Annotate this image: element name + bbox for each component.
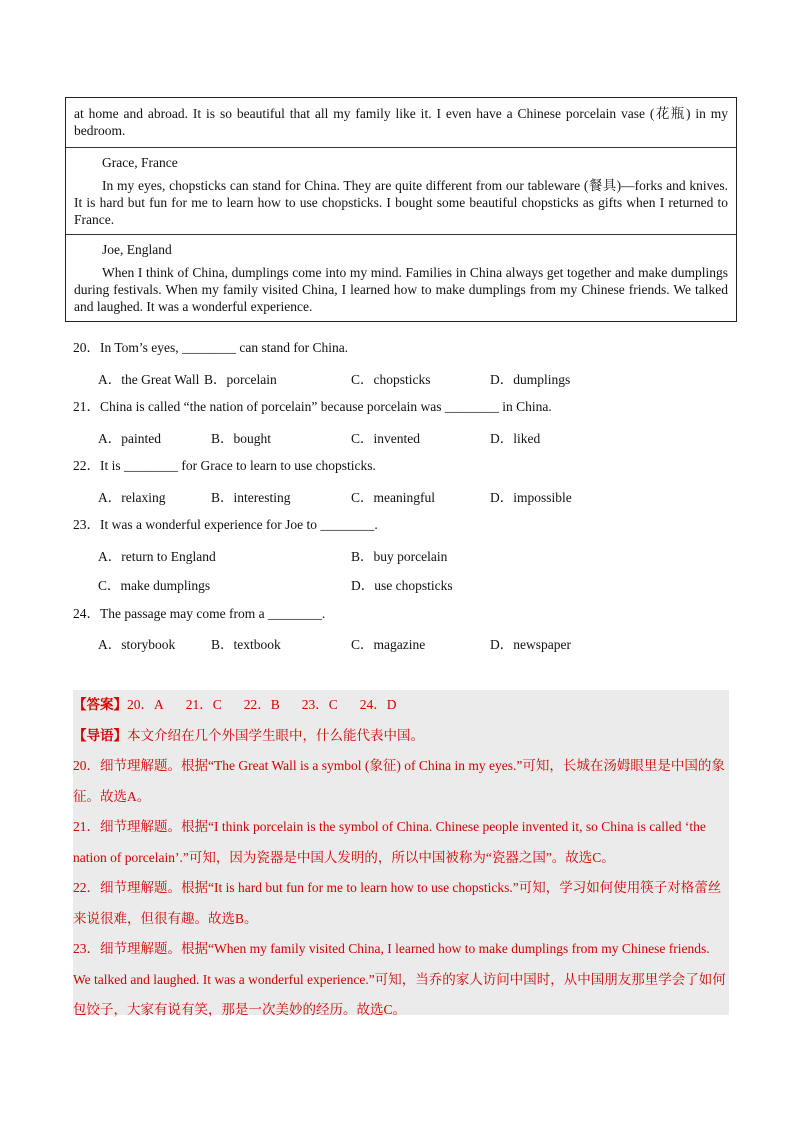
passage-intro-cell xyxy=(66,98,736,147)
explanation-22: 22．细节理解题。根据“It is hard but fun for me to learn how to use chopsticks.”可知，学习如何使用筷子对格蕾丝来说很难，但很有趣。故选B。 xyxy=(73,880,722,926)
guide-label: 【导语】 xyxy=(73,727,127,743)
question-stem: 24．The passage may come from a ________. xyxy=(73,605,326,621)
answer-item: 20．A xyxy=(127,697,164,712)
option-row xyxy=(73,486,753,516)
option-c[interactable]: C．magazine xyxy=(351,637,426,652)
passage-box xyxy=(65,97,737,322)
passage-entry-grace xyxy=(66,147,736,234)
option-row xyxy=(73,545,753,575)
question-stem: 21．China is called “the nation of porcelain” because porcelain was ________ in China. xyxy=(73,399,552,414)
option-c[interactable]: C．chopsticks xyxy=(351,371,431,387)
guide-text: 本文介绍在几个外国学生眼中，什么能代表中国。 xyxy=(127,727,424,743)
option-c[interactable]: C．meaningful xyxy=(351,489,435,505)
answer-explanation-box xyxy=(73,690,729,1015)
option-row xyxy=(73,574,753,604)
option-a[interactable]: A．storybook xyxy=(98,637,176,652)
entry-name: Grace, France xyxy=(102,155,178,170)
entry-name: Joe, England xyxy=(102,242,172,257)
passage-intro-text: at home and abroad. It is so beautiful that all my family like it. I even have a Chinese porcelain vase (花瓶) in my bedroom. xyxy=(74,106,728,138)
option-b[interactable]: B．textbook xyxy=(211,637,281,652)
option-row xyxy=(73,427,753,457)
explanation-21: 21．细节理解题。根据“I think porcelain is the symbol of China. Chinese people invented it, so China is called ‘the nation of porcelain’.”可知，因为瓷器是中国人发明的，所以中国被称为“瓷器之国”。故选C。 xyxy=(73,819,706,865)
question-stem: 22．It is ________ for Grace to learn to use chopsticks. xyxy=(73,458,376,473)
option-b[interactable]: B．bought xyxy=(211,430,272,446)
option-row xyxy=(73,368,753,398)
option-a[interactable]: A．the Great Wall xyxy=(98,371,200,387)
option-b[interactable]: B．porcelain xyxy=(204,371,277,387)
option-d[interactable]: D．use chopsticks xyxy=(351,578,453,593)
option-a[interactable]: A．painted xyxy=(98,430,161,446)
explanation-23: 23．细节理解题。根据“When my family visited China, I learned how to make dumplings from my Chinese friends. We talked and laughed. It was a wonderful experience.”可知，当乔的家人访问中国时，从中国朋友那里学会了如何包饺子，大家有说有笑，那是一次美妙的经历。故选C。 xyxy=(73,941,726,1017)
guide-line xyxy=(73,721,729,752)
option-c[interactable]: C．make dumplings xyxy=(98,578,211,593)
question-stem: 20．In Tom’s eyes, ________ can stand for China. xyxy=(73,340,349,355)
entry-text: In my eyes, chopsticks can stand for China. They are quite different from our tableware (餐具)—forks and knives. It is hard but fun for me to learn how to use chopsticks. I bought some beautiful chopsticks as gifts when I returned to France. xyxy=(74,178,728,227)
passage-entry-joe xyxy=(66,234,736,321)
option-b[interactable]: B．interesting xyxy=(211,489,291,505)
explanation-20: 20．细节理解题。根据“The Great Wall is a symbol (象征) of China in my eyes.”可知，长城在汤姆眼里是中国的象征。故选A。 xyxy=(73,758,725,804)
option-row xyxy=(73,633,753,663)
option-a[interactable]: A．return to England xyxy=(98,548,216,564)
option-d[interactable]: D．liked xyxy=(490,430,541,446)
option-d[interactable]: D．dumplings xyxy=(490,371,571,387)
question-list xyxy=(73,338,753,663)
entry-text: When I think of China, dumplings come into my mind. Families in China always get together and make dumplings during festivals. When my family visited China, I learned how to make dumplings from my Chinese friends. We talked and laughed. It was a wonderful experience. xyxy=(74,265,728,314)
question-stem: 23．It was a wonderful experience for Joe to ________. xyxy=(73,517,378,532)
answer-label: 【答案】 xyxy=(73,697,127,712)
option-b[interactable]: B．buy porcelain xyxy=(351,548,448,564)
option-d[interactable]: D．newspaper xyxy=(490,637,571,652)
option-a[interactable]: A．relaxing xyxy=(98,489,166,505)
answer-key-line xyxy=(73,690,729,721)
answer-item: 23．C xyxy=(301,697,338,712)
answer-item: 21．C xyxy=(185,697,222,712)
option-c[interactable]: C．invented xyxy=(351,430,420,446)
answer-item: 22．B xyxy=(243,697,280,712)
option-d[interactable]: D．impossible xyxy=(490,489,572,505)
answer-item: 24．D xyxy=(359,697,397,712)
